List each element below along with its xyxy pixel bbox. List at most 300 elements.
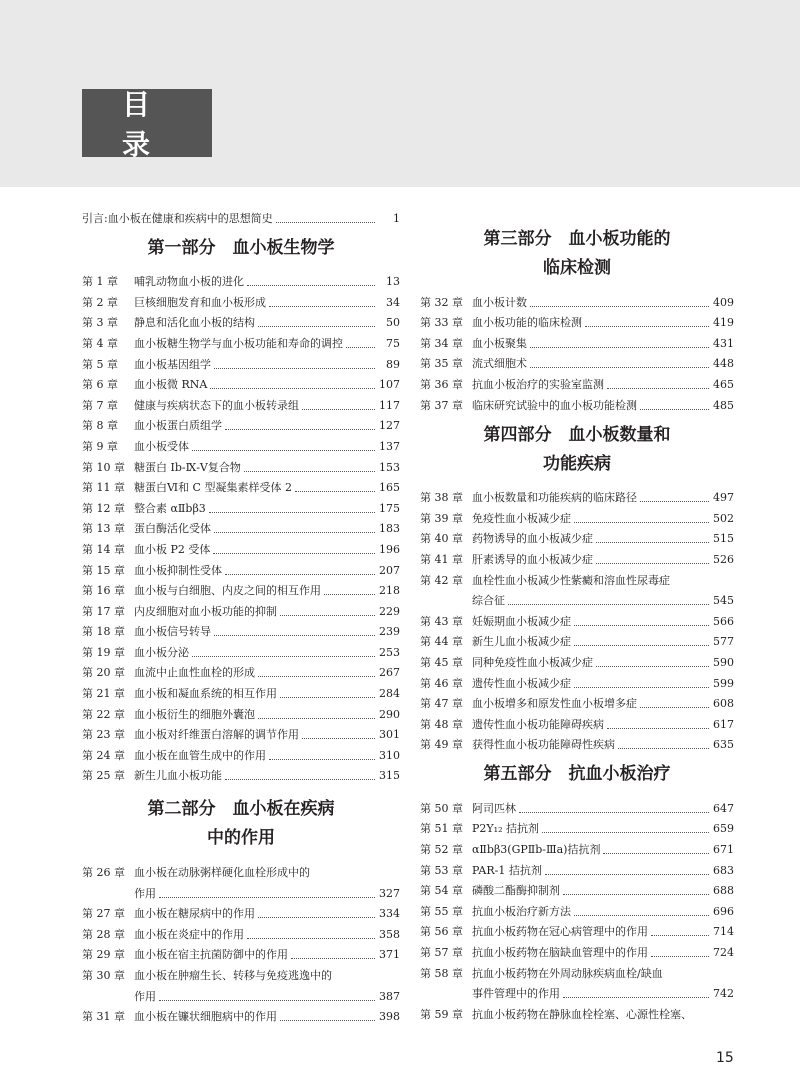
chapter-title: 血小板在糖尿病中的作用	[134, 907, 255, 921]
dot-leader	[192, 450, 375, 451]
dot-leader	[280, 615, 375, 616]
chapter-title: 血小板分泌	[134, 645, 189, 659]
page-ref: 724	[713, 946, 734, 960]
chapter-title-cont: 综合征	[472, 594, 505, 608]
chapter-title: 抗血小板治疗的实验室监测	[472, 377, 604, 391]
page-ref: 742	[713, 987, 734, 1001]
toc-entry[interactable]	[82, 639, 400, 660]
dot-leader	[159, 897, 375, 898]
toc-entry[interactable]	[420, 960, 734, 981]
page-ref: 398	[379, 1010, 400, 1024]
chapter-number: 第 27 章	[82, 907, 125, 921]
toc-entry[interactable]	[82, 557, 400, 578]
chapter-title: 血小板和凝血系统的相互作用	[134, 687, 277, 701]
chapter-number: 第 38 章	[420, 491, 463, 505]
chapter-number: 第 10 章	[82, 460, 125, 474]
toc-entry[interactable]	[420, 878, 734, 899]
intro-title: 引言:血小板在健康和疾病中的思想简史	[82, 211, 273, 225]
dot-leader	[545, 874, 709, 875]
toc-entry[interactable]	[82, 413, 400, 434]
part-heading-line: 功能疾病	[543, 453, 611, 474]
dot-leader	[276, 222, 375, 223]
toc-entry-continuation[interactable]	[82, 983, 400, 1004]
chapter-number: 第 2 章	[82, 295, 118, 309]
chapter-title: 糖蛋白Ⅵ和 C 型凝集素样受体 2	[134, 481, 292, 495]
page-ref: 301	[379, 728, 400, 742]
toc-entry[interactable]	[420, 857, 734, 878]
toc-entry[interactable]	[420, 939, 734, 960]
chapter-title: P2Y₁₂ 拮抗剂	[472, 822, 539, 836]
toc-entry[interactable]	[82, 742, 400, 763]
chapter-number: 第 51 章	[420, 822, 463, 836]
chapter-number: 第 53 章	[420, 863, 463, 877]
chapter-number: 第 33 章	[420, 316, 463, 330]
page-ref: 117	[379, 398, 400, 412]
dot-leader	[159, 1000, 375, 1001]
toc-entry[interactable]	[420, 546, 734, 567]
page-ref: 497	[713, 491, 734, 505]
chapter-title: 血小板在血管生成中的作用	[134, 748, 266, 762]
chapter-number: 第 21 章	[82, 687, 125, 701]
chapter-title: 血小板抑制性受体	[134, 563, 222, 577]
chapter-title-cont: 作用	[134, 886, 156, 900]
toc-entry[interactable]	[420, 371, 734, 392]
chapter-number: 第 37 章	[420, 398, 463, 412]
dot-leader	[574, 625, 709, 626]
toc-entry[interactable]	[82, 722, 400, 743]
dot-leader	[225, 779, 375, 780]
dot-leader	[519, 812, 709, 813]
chapter-title: 健康与疾病状态下的血小板转录组	[134, 398, 299, 412]
chapter-title: 磷酸二酯酶抑制剂	[472, 884, 560, 898]
page-ref: 659	[713, 822, 734, 836]
dot-leader	[651, 935, 709, 936]
page-ref: 334	[379, 907, 400, 921]
chapter-title: 妊娠期血小板减少症	[472, 614, 571, 628]
page-ref: 175	[379, 501, 400, 515]
chapter-title: 静息和活化血小板的结构	[134, 316, 255, 330]
page-ref: 89	[386, 357, 400, 371]
dot-leader	[295, 491, 375, 492]
dot-leader	[258, 676, 375, 677]
page-number: 15	[716, 1050, 734, 1066]
page-ref: 696	[713, 904, 734, 918]
toc-entry[interactable]	[82, 578, 400, 599]
toc-entry[interactable]	[82, 701, 400, 722]
chapter-number: 第 52 章	[420, 843, 463, 857]
page-ref: 1	[393, 211, 400, 225]
toc-entry[interactable]	[420, 392, 734, 413]
toc-entry[interactable]	[420, 1001, 734, 1022]
toc-entry[interactable]	[420, 836, 734, 857]
chapter-number: 第 43 章	[420, 614, 463, 628]
toc-entry[interactable]	[82, 921, 400, 942]
page-ref: 409	[713, 295, 734, 309]
toc-entry[interactable]	[420, 351, 734, 372]
page-ref: 34	[386, 295, 400, 309]
toc-entry[interactable]	[82, 901, 400, 922]
dot-leader	[530, 306, 709, 307]
dot-leader	[210, 388, 375, 389]
chapter-title-cont: 事件管理中的作用	[472, 987, 560, 1001]
dot-leader	[530, 367, 709, 368]
page-ref: 590	[713, 655, 734, 669]
toc-entry[interactable]	[82, 269, 400, 290]
chapter-number: 第 19 章	[82, 645, 125, 659]
page-ref: 502	[713, 511, 734, 525]
dot-leader	[214, 532, 375, 533]
toc-entry[interactable]	[420, 919, 734, 940]
toc-entry[interactable]	[420, 691, 734, 712]
toc-entry[interactable]	[82, 392, 400, 413]
chapter-title: 抗血小板治疗新方法	[472, 904, 571, 918]
page-ref: 327	[379, 886, 400, 900]
page-ref: 371	[379, 948, 400, 962]
page-ref: 635	[713, 738, 734, 752]
page-ref: 50	[386, 316, 400, 330]
toc-entry[interactable]	[420, 505, 734, 526]
toc-entry[interactable]	[420, 608, 734, 629]
page-ref: 448	[713, 357, 734, 371]
toc-entry[interactable]	[82, 495, 400, 516]
chapter-number: 第 39 章	[420, 511, 463, 525]
toc-entry[interactable]	[420, 330, 734, 351]
dot-leader	[225, 574, 375, 575]
toc-entry[interactable]	[82, 454, 400, 475]
dot-leader	[563, 894, 709, 895]
toc-entry[interactable]	[420, 526, 734, 547]
toc-entry[interactable]	[420, 816, 734, 837]
page-ref: 207	[379, 563, 400, 577]
chapter-title: 整合素 αⅡbβ3	[134, 501, 206, 515]
page-ref: 566	[713, 614, 734, 628]
dot-leader	[213, 553, 375, 554]
toc-entry[interactable]	[82, 680, 400, 701]
chapter-number: 第 23 章	[82, 728, 125, 742]
chapter-title: 抗血小板药物在外周动脉疾病血栓/缺血	[472, 966, 663, 980]
toc-entry-continuation[interactable]	[420, 588, 734, 609]
dot-leader	[574, 645, 709, 646]
chapter-title: 血小板增多和原发性血小板增多症	[472, 697, 637, 711]
chapter-number: 第 1 章	[82, 275, 118, 289]
dot-leader	[651, 956, 709, 957]
chapter-number: 第 5 章	[82, 357, 118, 371]
chapter-title: 血小板在镰状细胞病中的作用	[134, 1010, 277, 1024]
dot-leader	[269, 759, 375, 760]
dot-leader	[585, 326, 709, 327]
chapter-number: 第 18 章	[82, 625, 125, 639]
toc-right-column	[420, 205, 734, 1022]
page-ref: 165	[379, 481, 400, 495]
dot-leader	[302, 738, 375, 739]
dot-leader	[530, 347, 709, 348]
toc-entry[interactable]	[82, 351, 400, 372]
dot-leader	[596, 563, 709, 564]
chapter-title: 血小板功能的临床检测	[472, 316, 582, 330]
chapter-number: 第 7 章	[82, 398, 118, 412]
toc-entry[interactable]	[82, 763, 400, 784]
page-ref: 671	[713, 843, 734, 857]
dot-leader	[247, 285, 375, 286]
toc-entry[interactable]	[82, 619, 400, 640]
dot-leader	[192, 656, 375, 657]
chapter-title: αⅡbβ3(GPⅡb-Ⅲa)拮抗剂	[472, 843, 601, 857]
chapter-number: 第 32 章	[420, 295, 463, 309]
chapter-title: 血小板在宿主抗菌防御中的作用	[134, 948, 288, 962]
dot-leader	[596, 666, 709, 667]
page-ref: 13	[386, 275, 400, 289]
chapter-number: 第 17 章	[82, 604, 125, 618]
chapter-number: 第 16 章	[82, 584, 125, 598]
part-heading	[420, 413, 734, 485]
toc-entry[interactable]	[420, 711, 734, 732]
dot-leader	[214, 368, 375, 369]
chapter-number: 第 9 章	[82, 439, 118, 453]
chapter-title: 蛋白酶活化受体	[134, 522, 211, 536]
chapter-title: 血流中止血性血栓的形成	[134, 666, 255, 680]
chapter-title: 血小板在动脉粥样硬化血栓形成中的	[134, 866, 310, 880]
part-heading-line: 中的作用	[207, 828, 275, 849]
toc-entry[interactable]	[82, 660, 400, 681]
page-ref: 714	[713, 925, 734, 939]
chapter-title: 抗血小板药物在冠心病管理中的作用	[472, 925, 648, 939]
dot-leader	[244, 471, 375, 472]
part-heading	[82, 783, 400, 859]
part-heading-line: 第三部分 血小板功能的	[483, 229, 671, 249]
chapter-title: 同种免疫性血小板减少症	[472, 655, 593, 669]
dot-leader	[280, 1020, 375, 1021]
intro-entry[interactable]	[82, 205, 400, 226]
toc-entry[interactable]	[82, 372, 400, 393]
toc-entry[interactable]	[82, 598, 400, 619]
chapter-number: 第 30 章	[82, 969, 125, 982]
chapter-title: 阿司匹林	[472, 801, 516, 815]
toc-entry[interactable]	[420, 649, 734, 670]
part-heading-line: 第一部分 血小板生物学	[147, 237, 335, 258]
chapter-title: 内皮细胞对血小板功能的抑制	[134, 604, 277, 618]
dot-leader	[258, 326, 375, 327]
chapter-number: 第 14 章	[82, 542, 125, 556]
toc-entry[interactable]	[82, 536, 400, 557]
page-ref: 545	[713, 594, 734, 608]
toc-entry[interactable]	[420, 898, 734, 919]
chapter-title-cont: 作用	[134, 989, 156, 1003]
chapter-title: 血小板基因组学	[134, 357, 211, 371]
chapter-title: 抗血小板药物在静脉血栓栓塞、心源性栓塞、	[472, 1007, 692, 1021]
page-ref: 515	[713, 532, 734, 546]
page-ref: 617	[713, 717, 734, 731]
toc-entry[interactable]	[420, 629, 734, 650]
dot-leader	[574, 687, 709, 688]
chapter-number: 第 54 章	[420, 884, 463, 898]
page-ref: 647	[713, 801, 734, 815]
dot-leader	[346, 347, 375, 348]
chapter-number: 第 46 章	[420, 676, 463, 690]
chapter-title: 血小板计数	[472, 295, 527, 309]
chapter-number: 第 15 章	[82, 563, 125, 577]
toc-entry[interactable]	[82, 433, 400, 454]
dot-leader	[269, 306, 375, 307]
toc-entry[interactable]	[82, 310, 400, 331]
dot-leader	[574, 915, 709, 916]
chapter-title: 新生儿血小板功能	[134, 769, 222, 783]
dot-leader	[324, 594, 375, 595]
chapter-title: 流式细胞术	[472, 357, 527, 371]
chapter-title: 哺乳动物血小板的进化	[134, 275, 244, 289]
page-ref: 577	[713, 635, 734, 649]
dot-leader	[225, 429, 375, 430]
dot-leader	[508, 604, 709, 605]
toc-entry[interactable]	[420, 732, 734, 753]
chapter-number: 第 13 章	[82, 522, 125, 536]
toc-entry[interactable]	[82, 516, 400, 537]
page-ref: 387	[379, 989, 400, 1003]
toc-entry[interactable]	[82, 962, 400, 983]
chapter-number: 第 20 章	[82, 666, 125, 680]
chapter-number: 第 8 章	[82, 419, 118, 433]
chapter-number: 第 48 章	[420, 717, 463, 731]
chapter-title: 遗传性血小板功能障碍疾病	[472, 717, 604, 731]
page-ref: 599	[713, 676, 734, 690]
chapter-number: 第 49 章	[420, 738, 463, 752]
page-ref: 310	[379, 748, 400, 762]
chapter-title: 血小板聚集	[472, 336, 527, 350]
chapter-number: 第 24 章	[82, 748, 125, 762]
dot-leader	[640, 501, 709, 502]
page-ref: 239	[379, 625, 400, 639]
chapter-number: 第 42 章	[420, 573, 463, 587]
chapter-title: 免疫性血小板减少症	[472, 511, 571, 525]
part-heading	[420, 752, 734, 795]
dot-leader	[574, 522, 709, 523]
chapter-number: 第 35 章	[420, 357, 463, 371]
page-ref: 465	[713, 377, 734, 391]
chapter-number: 第 22 章	[82, 707, 125, 721]
toc-entry[interactable]	[82, 330, 400, 351]
page-ref: 608	[713, 697, 734, 711]
dot-leader	[542, 832, 709, 833]
chapter-title: 血小板数量和功能疾病的临床路径	[472, 491, 637, 505]
dot-leader	[607, 388, 709, 389]
toc-entry[interactable]	[420, 795, 734, 816]
page-ref: 229	[379, 604, 400, 618]
chapter-title: 血小板蛋白质组学	[134, 419, 222, 433]
chapter-title: 血小板受体	[134, 439, 189, 453]
chapter-title: 血小板在炎症中的作用	[134, 927, 244, 941]
chapter-title: 临床研究试验中的血小板功能检测	[472, 398, 637, 412]
dot-leader	[302, 409, 375, 410]
dot-leader	[291, 958, 375, 959]
toc-entry-continuation[interactable]	[82, 880, 400, 901]
dot-leader	[607, 728, 709, 729]
toc-entry[interactable]	[420, 670, 734, 691]
page-ref: 419	[713, 316, 734, 330]
chapter-number: 第 26 章	[82, 866, 125, 880]
part-heading	[82, 226, 400, 269]
part-heading-line: 第四部分 血小板数量和	[483, 424, 671, 445]
page-ref: 183	[379, 522, 400, 536]
chapter-number: 第 41 章	[420, 552, 463, 566]
page-ref: 218	[379, 584, 400, 598]
toc-entry[interactable]	[82, 859, 400, 880]
toc-entry[interactable]	[82, 475, 400, 496]
chapter-title: PAR-1 拮抗剂	[472, 863, 542, 877]
dot-leader	[258, 718, 375, 719]
chapter-number: 第 28 章	[82, 927, 125, 941]
page-ref: 683	[713, 863, 734, 877]
chapter-title: 血小板微 RNA	[134, 378, 208, 392]
chapter-number: 第 55 章	[420, 904, 463, 918]
toc-entry[interactable]	[420, 310, 734, 331]
chapter-number: 第 12 章	[82, 501, 125, 515]
chapter-title: 血小板衍生的细胞外囊泡	[134, 707, 255, 721]
toc-entry[interactable]	[420, 485, 734, 506]
dot-leader	[247, 938, 375, 939]
page-title: 目 录	[82, 89, 212, 157]
chapter-number: 第 47 章	[420, 697, 463, 711]
dot-leader	[596, 542, 709, 543]
toc-left-column	[82, 205, 400, 1024]
chapter-number: 第 34 章	[420, 336, 463, 350]
chapter-title: 血小板糖生物学与血小板功能和寿命的调控	[134, 336, 343, 350]
toc-entry[interactable]	[82, 289, 400, 310]
page-ref: 315	[379, 769, 400, 783]
toc-entry[interactable]	[82, 1004, 400, 1025]
toc-entry-continuation[interactable]	[420, 981, 734, 1002]
chapter-number: 第 29 章	[82, 948, 125, 962]
chapter-number: 第 57 章	[420, 946, 463, 960]
chapter-number: 第 59 章	[420, 1007, 463, 1021]
chapter-number: 第 44 章	[420, 635, 463, 649]
chapter-title: 血小板 P2 受体	[134, 542, 211, 556]
chapter-number: 第 45 章	[420, 655, 463, 669]
chapter-title: 血小板对纤维蛋白溶解的调节作用	[134, 728, 299, 742]
chapter-number: 第 4 章	[82, 336, 118, 350]
page-ref: 253	[379, 645, 400, 659]
chapter-title: 新生儿血小板减少症	[472, 635, 571, 649]
page-ref: 153	[379, 460, 400, 474]
dot-leader	[209, 512, 375, 513]
chapter-title: 糖蛋白 Ⅰb-Ⅸ-Ⅴ复合物	[134, 460, 241, 474]
dot-leader	[618, 748, 709, 749]
chapter-number: 第 56 章	[420, 925, 463, 939]
page-ref: 358	[379, 927, 400, 941]
chapter-number: 第 25 章	[82, 769, 125, 783]
dot-leader	[603, 853, 709, 854]
page-ref: 196	[379, 542, 400, 556]
chapter-number: 第 36 章	[420, 377, 463, 391]
toc-entry[interactable]	[420, 567, 734, 588]
page-ref: 485	[713, 398, 734, 412]
dot-leader	[563, 997, 709, 998]
dot-leader	[258, 917, 375, 918]
part-heading-line: 临床检测	[543, 258, 611, 278]
page-ref: 137	[379, 439, 400, 453]
part-heading-line: 第二部分 血小板在疾病	[147, 799, 335, 820]
toc-entry[interactable]	[420, 289, 734, 310]
chapter-title: 抗血小板药物在脑缺血管理中的作用	[472, 946, 648, 960]
part-heading	[420, 205, 734, 289]
chapter-number: 第 50 章	[420, 801, 463, 815]
chapter-title: 药物诱导的血小板减少症	[472, 532, 593, 546]
page-ref: 290	[379, 707, 400, 721]
chapter-title: 血小板信号转导	[134, 625, 211, 639]
dot-leader	[640, 409, 709, 410]
chapter-title: 血小板与白细胞、内皮之间的相互作用	[134, 584, 321, 598]
page-ref: 267	[379, 666, 400, 680]
chapter-title: 获得性血小板功能障碍性疾病	[472, 738, 615, 752]
toc-entry[interactable]	[82, 942, 400, 963]
